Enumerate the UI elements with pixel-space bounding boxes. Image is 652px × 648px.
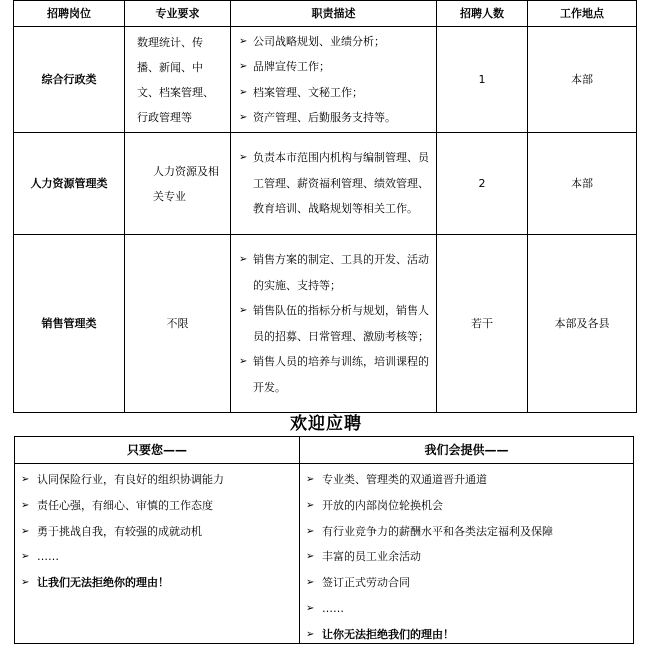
row-location: 本部 (528, 27, 637, 133)
list-item: ➢ 丰富的员工业余活动 (306, 544, 633, 570)
duty-item: ➢ 档案管理、文秘工作； (239, 80, 430, 106)
arrow-bullet-icon: ➢ (306, 577, 315, 589)
duty-item: ➢ 品牌宣传工作； (239, 54, 430, 80)
duty-item: ➢ 资产管理、后勤服务支持等。 (239, 105, 430, 131)
requirements-list (15, 464, 299, 596)
list-item: ➢ …… (306, 596, 633, 622)
list-item: ➢ 让我们无法拒绝你的理由！ (21, 570, 299, 596)
row-location: 本部 (528, 133, 637, 235)
arrow-bullet-icon: ➢ (239, 61, 248, 72)
arrow-bullet-icon: ➢ (239, 356, 248, 367)
arrow-bullet-icon: ➢ (306, 602, 315, 614)
duty-item: ➢ 销售队伍的指标分析与规划，销售人员的招募、日常管理、激励考核等； (239, 298, 430, 349)
header-location: 工作地点 (528, 1, 637, 27)
list-item: ➢ 认同保险行业，有良好的组织协调能力 (21, 467, 299, 493)
benefits-box (14, 436, 634, 644)
arrow-bullet-icon: ➢ (306, 499, 315, 511)
row-requirement: 数理统计、传播、新闻、中文、档案管理、行政管理等 (125, 27, 231, 133)
row-position: 人力资源管理类 (14, 133, 125, 235)
list-item: ➢ 签订正式劳动合同 (306, 570, 633, 596)
row-count: 1 (437, 27, 528, 133)
arrow-bullet-icon: ➢ (239, 35, 248, 47)
offers-column (300, 437, 633, 643)
arrow-bullet-icon: ➢ (21, 474, 30, 485)
arrow-bullet-icon: ➢ (306, 525, 315, 537)
arrow-bullet-icon: ➢ (306, 551, 315, 563)
list-item: ➢ 让你无法拒绝我们的理由！ (306, 622, 633, 648)
row-location: 本部及各县 (528, 235, 637, 413)
requirements-title: 只要您—— (15, 437, 299, 464)
list-item: ➢ …… (21, 544, 299, 570)
row-count: 2 (437, 133, 528, 235)
arrow-bullet-icon: ➢ (306, 474, 315, 485)
arrow-bullet-icon: ➢ (239, 112, 248, 123)
header-duties: 职责描述 (231, 1, 437, 27)
arrow-bullet-icon: ➢ (21, 551, 30, 563)
table-row (14, 235, 637, 413)
arrow-bullet-icon: ➢ (239, 305, 248, 316)
table-row (14, 133, 637, 235)
list-item: ➢ 开放的内部岗位轮换机会 (306, 493, 633, 519)
row-duties (231, 27, 437, 133)
row-position: 综合行政类 (14, 27, 125, 133)
list-item: ➢ 有行业竞争力的薪酬水平和各类法定福利及保障 (306, 519, 633, 545)
arrow-bullet-icon: ➢ (306, 628, 315, 640)
duty-item: ➢ 销售方案的制定、工具的开发、活动的实施、支持等； (239, 247, 430, 298)
row-requirement: 不限 (125, 235, 231, 413)
row-duties (231, 235, 437, 413)
header-count: 招聘人数 (437, 1, 528, 27)
row-count: 若干 (437, 235, 528, 413)
requirements-column (15, 437, 300, 643)
row-position: 销售管理类 (14, 235, 125, 413)
list-item: ➢ 专业类、管理类的双通道晋升通道 (306, 467, 633, 493)
header-position: 招聘岗位 (14, 1, 125, 27)
arrow-bullet-icon: ➢ (239, 254, 248, 265)
list-item: ➢ 勇于挑战自我，有较强的成就动机 (21, 519, 299, 545)
table-row (14, 27, 637, 133)
table-header-row (14, 1, 637, 27)
arrow-bullet-icon: ➢ (21, 577, 30, 589)
row-duties (231, 133, 437, 235)
duty-item: ➢ 公司战略规划、业绩分析； (239, 29, 430, 55)
welcome-heading: 欢迎应聘 (290, 414, 362, 434)
offers-title: 我们会提供—— (300, 437, 633, 464)
header-requirement: 专业要求 (125, 1, 231, 27)
arrow-bullet-icon: ➢ (21, 525, 30, 537)
arrow-bullet-icon: ➢ (239, 152, 248, 164)
arrow-bullet-icon: ➢ (21, 499, 30, 511)
row-requirement: 人力资源及相关专业 (125, 133, 231, 235)
recruitment-table (13, 0, 637, 413)
duty-item: ➢ 负责本市范围内机构与编制管理、员工管理、薪资福利管理、绩效管理、教育培训、战略规划等相关工作。 (239, 145, 430, 222)
offers-list (300, 464, 633, 648)
duty-item: ➢ 销售人员的培养与训练，培训课程的开发。 (239, 349, 430, 400)
list-item: ➢ 责任心强，有细心、审慎的工作态度 (21, 493, 299, 519)
arrow-bullet-icon: ➢ (239, 86, 248, 98)
